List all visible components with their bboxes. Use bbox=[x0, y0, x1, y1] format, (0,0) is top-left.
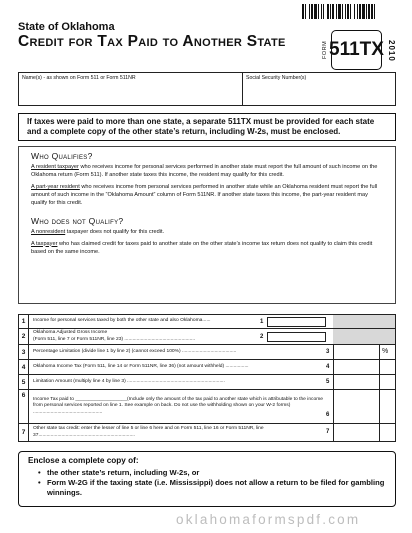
line-row-6 bbox=[19, 390, 395, 424]
line-description: Income for personal services taxed by both the other state and also Oklahoma...... bbox=[33, 318, 211, 324]
state-name: State of Oklahoma bbox=[18, 21, 115, 33]
line-box-label: 1 bbox=[260, 319, 264, 325]
line-box-label: 7 bbox=[326, 429, 330, 435]
line-number: 5 bbox=[19, 375, 29, 389]
who-not-qualify-heading: Who does not Qualify? bbox=[31, 215, 124, 226]
resident-paragraph bbox=[31, 164, 383, 180]
line-number: 2 bbox=[19, 329, 29, 344]
multi-state-notice: If taxes were paid to more than one state, a separate 511TX must be provided for each state and a complete copy of the other state’s return, including W-2s, must be enclosed. bbox=[18, 113, 396, 141]
line-2-amount-input[interactable] bbox=[267, 332, 326, 342]
eligibility-section bbox=[18, 146, 396, 304]
line-6-amount-input[interactable] bbox=[333, 390, 380, 423]
line-description: Income Tax paid to ___________________(Include only the amount of the tax paid to another state which is attributable to the income from personal services reported on line 1. See example on back. Do not use the withholding shown on your W-2 forms) ................................................... bbox=[33, 396, 324, 415]
line-row-7 bbox=[19, 424, 395, 441]
line-box-label: 6 bbox=[326, 412, 330, 418]
line-row-1 bbox=[19, 315, 395, 329]
line-description: Other state tax credit: enter the lesser of line 5 or line 6 here and on Form 511, line 16 or Form 511NR, line 37....................................................................... bbox=[33, 426, 264, 438]
line-row-5 bbox=[19, 375, 395, 390]
name-field-label: Name(s) - as shown on Form 511 or Form 511NR bbox=[22, 75, 136, 81]
line-number: 4 bbox=[19, 360, 29, 374]
line-5-amount-input[interactable] bbox=[333, 375, 380, 389]
barcode bbox=[302, 4, 402, 19]
computation-lines bbox=[18, 314, 396, 442]
list-item: • the other state’s return, including W-2s, or bbox=[38, 468, 386, 478]
taxpayer-info-box bbox=[18, 72, 396, 106]
line-box-label: 2 bbox=[260, 334, 264, 340]
ssn-field-label: Social Security Number(s) bbox=[246, 75, 307, 81]
line-description: Oklahoma Adjusted Gross Income (Form 511, line 7 or Form 511NR, line 23) .................................................... bbox=[33, 330, 196, 342]
watermark: oklahomaformspdf.com bbox=[176, 512, 361, 527]
enclosure-heading: Enclose a complete copy of: bbox=[28, 456, 139, 465]
claimed-term: A taxpayer bbox=[31, 240, 58, 247]
line-row-2 bbox=[19, 329, 395, 345]
nonresident-text: taxpayer does not qualify for this credit. bbox=[65, 228, 165, 235]
nonresident-term: A nonresident bbox=[31, 228, 66, 235]
name-field[interactable] bbox=[19, 73, 243, 105]
line-box-label: 4 bbox=[326, 364, 330, 370]
part-year-term: A part-year resident bbox=[31, 183, 80, 190]
ssn-field[interactable] bbox=[243, 73, 395, 105]
percent-sign: % bbox=[382, 348, 389, 355]
line-box-label: 3 bbox=[326, 349, 330, 355]
line-1-amount-input[interactable] bbox=[267, 317, 326, 327]
line-7-amount-input[interactable] bbox=[333, 424, 380, 441]
form-year: 2010 bbox=[387, 40, 396, 62]
enclosure-list bbox=[38, 468, 386, 498]
form-title: Credit for Tax Paid to Another State bbox=[18, 33, 286, 50]
form-label: FORM bbox=[322, 40, 328, 60]
line-number: 6 bbox=[19, 390, 29, 423]
resident-term: A resident taxpayer bbox=[31, 164, 79, 170]
enclosure-box bbox=[18, 451, 396, 507]
line-number: 3 bbox=[19, 345, 29, 359]
list-item: • Form W-2G if the taxing state (i.e. Mississippi) does not allow a return to be filed for gambling winnings. bbox=[38, 478, 386, 498]
nonresident-paragraph bbox=[31, 229, 383, 237]
form-number: 511TX bbox=[331, 30, 382, 70]
who-qualifies-heading: Who Qualifies? bbox=[31, 151, 93, 161]
line-row-3 bbox=[19, 345, 395, 360]
line-number: 1 bbox=[19, 315, 29, 328]
line-description: Percentage Limitation (divide line 1 by line 2) (cannot exceed 100%) ........................................ bbox=[33, 348, 237, 354]
line-4-amount-input[interactable] bbox=[333, 360, 380, 374]
line-box-label: 5 bbox=[326, 379, 330, 385]
line-number: 7 bbox=[19, 424, 29, 441]
line-description: Oklahoma Income Tax (Form 511, line 14 or Form 511NR, line 36) (not amount withheld) ................. bbox=[33, 363, 249, 369]
claimed-paragraph bbox=[31, 241, 383, 257]
claimed-text: who has claimed credit for taxes paid to another state on the other state’s income tax return does not qualify to claim this credit based on the same income. bbox=[31, 240, 373, 255]
resident-text: who receives income for personal services performed in another state must report the full amount of such income on the Oklahoma return (Form 511). If another state taxes this income, the resident may qualify for this credit. bbox=[31, 164, 378, 178]
line-row-4 bbox=[19, 360, 395, 375]
line-description: Limitation Amount (multiply line 4 by line 3) ........................................................................ bbox=[33, 378, 225, 384]
line-3-amount-input[interactable] bbox=[333, 345, 380, 359]
part-year-text: who receives income from personal services performed in another state while an Oklahoma resident must report the full amount of such income in the “Oklahoma Amount” column of Form 511NR. If another state taxes this income, the part-year resident may qualify for this credit. bbox=[31, 183, 378, 206]
part-year-paragraph bbox=[31, 184, 383, 208]
